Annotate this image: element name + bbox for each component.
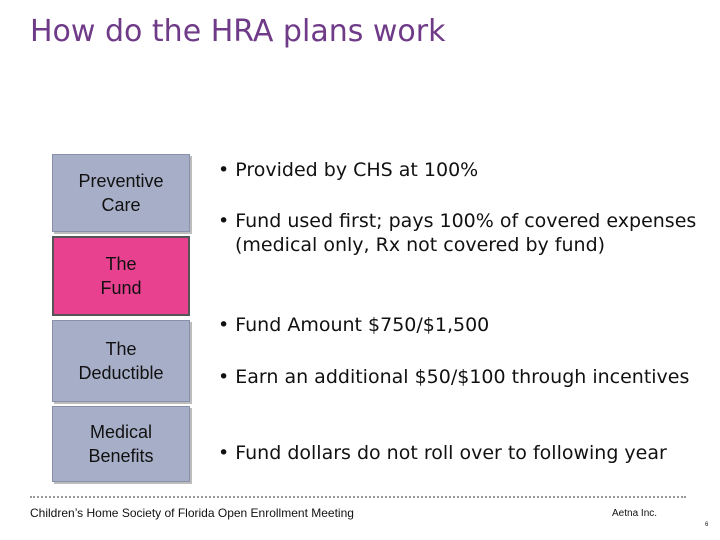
box-the-deductible	[52, 320, 190, 402]
footer-meeting-title: Children’s Home Society of Florida Open Enrollment Meeting	[30, 506, 354, 520]
bullet-item: • Fund dollars do not roll over to following year	[218, 442, 667, 464]
bullet-item: • Provided by CHS at 100%	[218, 159, 479, 181]
page-number: 6	[705, 522, 709, 528]
footer-divider	[30, 496, 686, 498]
bullet-item: • Earn an additional $50/$100 through incentives	[218, 366, 690, 388]
box-label: The Deductible	[78, 339, 164, 383]
box-the-fund	[52, 236, 190, 316]
bullet-item: • Fund used first; pays 100% of covered expenses (medical only, Rx not covered by fund)	[218, 210, 697, 256]
footer-company: Aetna Inc.	[612, 508, 658, 519]
bullet-item: • Fund Amount $750/$1,500	[218, 314, 490, 336]
box-label: The Fund	[100, 254, 142, 298]
box-medical-benefits	[52, 406, 190, 482]
slide-title: How do the HRA plans work	[30, 14, 446, 49]
box-label: Preventive Care	[78, 171, 164, 215]
box-label: Medical Benefits	[88, 422, 154, 466]
box-preventive-care	[52, 154, 190, 232]
